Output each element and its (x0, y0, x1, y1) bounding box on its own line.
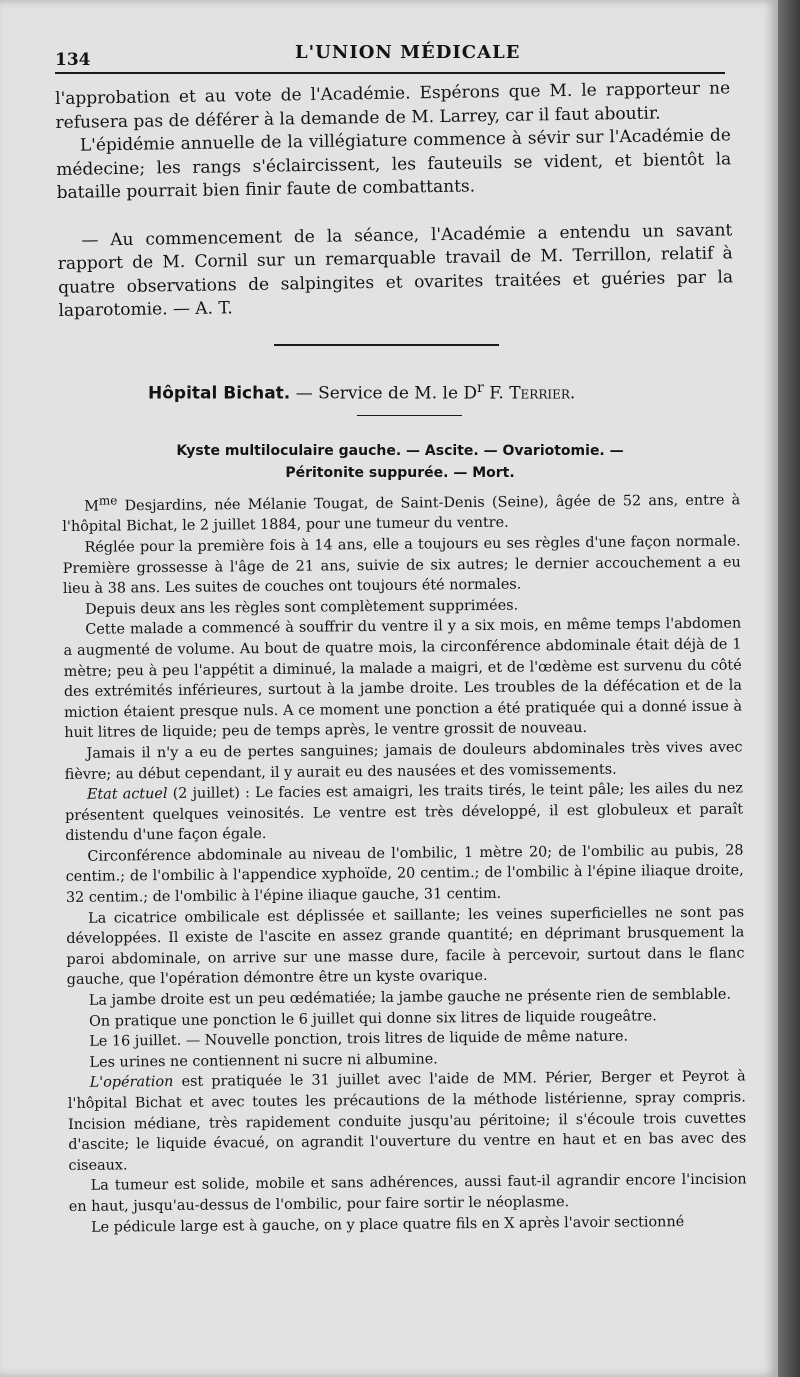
body-paragraph-11: Le 16 juillet. — Nouvelle ponction, trois litres de liquide de même nature. (89, 1028, 629, 1050)
case-body (62, 484, 747, 1238)
body-paragraph-13-text: est pratiquée le 31 juillet avec l'aide de MM. Périer, Berger et Peyrot à l'hôpital Bichat et avec toutes les précautions de la méthode listérienne, spray compris. Incision médiane, très rapidement conduite jusqu'au péritoine; il s'écoule trois cuvettes d'ascite; le liquide évacué, on agrandit l'ouverture du ventre en haut et en bas avec des ciseaux. (67, 1068, 747, 1174)
title-abbrev: M (84, 498, 99, 515)
intro-paragraph-2: L'épidémie annuelle de la villégiature commence à sévir sur l'Académie de médecine; les rangs s'éclaircissent, les fauteuils se vident, et bientôt la bataille pourrait bien finir faute de combattants. (56, 125, 732, 203)
body-paragraph-10: On pratique une ponction le 6 juillet qui donne six litres de liquide rougeâtre. (89, 1007, 657, 1030)
case-title-line-2: Péritonite suppurée. — Mort. (285, 465, 515, 481)
hospital-name: Hôpital Bichat. (148, 383, 291, 404)
service-name: Terrier. (509, 383, 576, 404)
body-paragraph-8: La cicatrice ombilicale est déplissée et saillante; les veines superficielles ne sont pas développées. Il existe de l'ascite en assez grande quantité; en déprimant brusquement la paroi abdominale, on arrive sur une masse dure, facile à percevoir, surtout dans le flanc gauche, que l'opération démontre être un kyste ovarique. (66, 904, 745, 989)
body-paragraph-3: Depuis deux ans les règles sont complètement supprimées. (85, 597, 519, 618)
case-title (130, 440, 670, 484)
header-rule (55, 72, 725, 74)
service-first-name: F. (483, 383, 510, 404)
page-header (55, 42, 725, 72)
body-paragraph-4: Cette malade a commencé à souffrir du ventre il y a six mois, en même temps l'abdomen a augmenté de volume. Au bout de quatre mois, la circonférence abdominale était déjà de 1 mètre; peu à peu l'appétit a diminué, la malade a maigri, et de l'œdème est survenu du côté des extrémités inférieures, surtout à la jambe droite. Les troubles de la défécation et de la miction étaient presque nuls. A ce moment une ponction a été pratiquée qui a donné issue à huit litres de liquide; peu de temps après, le ventre grossit de nouveau. (63, 615, 743, 742)
intro-paragraph-3: — Au commencement de la séance, l'Académie a entendu un savant rapport de M. Cornil sur un remarquable travail de M. Terrillon, relatif à quatre observations de salpingites et ovarites traitées et guéries par la laparotomie. — A. T. (57, 219, 734, 321)
body-paragraph-9: La jambe droite est un peu œdématiée; la jambe gauche ne présente rien de semblable. (88, 986, 732, 1009)
body-paragraph-1 (62, 484, 740, 537)
body-paragraph-2: Réglée pour la première fois à 14 ans, elle a toujours eu ses règles d'une façon normale. Première grossesse à l'âge de 21 ans, suivie de six autres; le dernier accouchement a eu lieu à 38 ans. Les suites de couches ont toujours été normales. (62, 533, 741, 598)
section-separator (274, 344, 499, 346)
page-number: 134 (55, 50, 91, 70)
body-paragraph-5: Jamais il n'y a eu de pertes sanguines; jamais de douleurs abdominales très vives avec fièvre; au début cependant, il y aurait eu des nausées et des vomissements. (64, 739, 743, 783)
journal-title: L'UNION MÉDICALE (295, 42, 521, 63)
body-paragraph-7: Circonférence abdominale au niveau de l'ombilic, 1 mètre 20; de l'ombilic au pubis, 28 centim.; de l'ombilic à l'appendice xyphoïde, 20 centim.; de l'ombilic à l'épine iliaque droite, 32 centim.; de l'ombilic à l'épine iliaque gauche, 31 centim. (65, 842, 744, 907)
intro-section (55, 77, 734, 323)
service-sup: r (477, 380, 484, 396)
body-paragraph-13 (68, 1067, 747, 1176)
body-paragraph-15: Le pédicule large est à gauche, on y place quatre fils en X après l'avoir sectionné (90, 1213, 685, 1236)
case-title-line-1: Kyste multiloculaire gauche. — Ascite. — Ovariotomie. — (176, 443, 624, 459)
heading-separator (357, 415, 462, 416)
body-paragraph-1-text: Desjardins, née Mélanie Tougat, de Saint-Denis (Seine), âgée de 52 ans, entre à l'hôpital Bichat, le 2 juillet 1884, pour une tumeur du ventre. (62, 492, 741, 536)
operation-label: L'opération (89, 1074, 174, 1092)
title-abbrev-sup: me (98, 493, 118, 508)
page-binding-edge (778, 0, 800, 1377)
body-paragraph-14: La tumeur est solide, mobile et sans adhérences, aussi faut-il agrandir encore l'incision en haut, jusqu'au-dessus de l'ombilic, pour faire sortir le néoplasme. (68, 1171, 747, 1215)
body-paragraph-12: Les urines ne contiennent ni sucre ni albumine. (89, 1051, 438, 1071)
section-heading (148, 380, 668, 404)
intro-paragraph-1: l'approbation et au vote de l'Académie. Espérons que M. le rapporteur ne refusera pas de déférer à la demande de M. Larrey, car il faut aboutir. (55, 78, 731, 133)
service-prefix: — Service de M. le D (295, 383, 478, 404)
body-paragraph-6 (65, 779, 744, 847)
etat-actuel-label: Etat actuel (86, 786, 168, 803)
body-paragraph-6-text: (2 juillet) : Le facies est amaigri, les traits tirés, le teint pâle; les ailes du nez présentent quelques veinosités. Le ventre est très développé, il est globuleux et paraît distendu d'une façon égale. (65, 780, 744, 845)
